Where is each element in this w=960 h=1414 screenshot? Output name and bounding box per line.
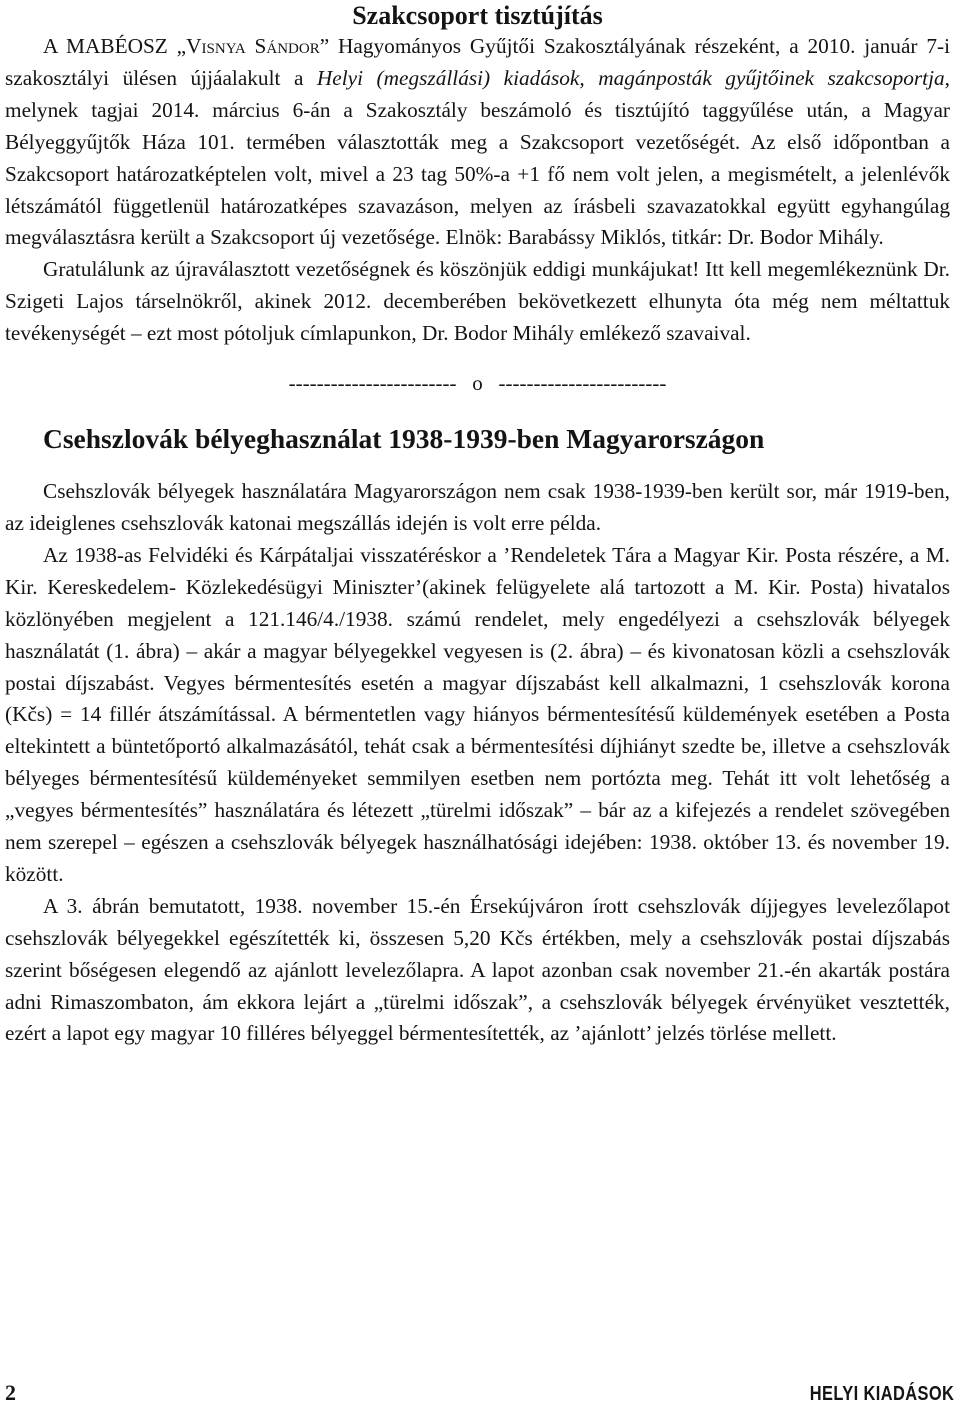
section-title-szakcsoport: Szakcsoport tisztújítás <box>352 1 603 30</box>
paragraph-tisztujitas <box>5 31 950 254</box>
article-title-csehszlovak: Csehszlovák bélyeghasználat 1938-1939-ben Magyarországon <box>43 423 765 455</box>
paragraph-text: , melynek tagjai 2014. március 6-án a Szakosztály beszámoló és tisztújító taggyűlése után, a Magyar Bélyeggyűjtők Háza 101. termében választották meg a Szakcsoport vezetőségét. Az első időpontban a Szakcsoport határozatképtelen volt, mivel a 23 tag 50%-a +1 fő nem volt jelen, a megismételt, a jelenlévők létszámától függetlenül határozatképes szavazáson, melyen az írásbeli szavazatokkal együtt egyhangúlag megválasztásra került a Szakcsoport új vezetősége. Elnök: Barabássy Miklós, titkár: Dr. Bodor Mihály. <box>5 65 950 250</box>
paragraph-intro: Csehszlovák bélyegek használatára Magyarországon nem csak 1938-1939-ben került sor, már 1919-ben, az ideiglenes csehszlovák katonai megszállás idején is volt erre példa. <box>5 479 950 535</box>
paragraph-text: A MABÉOSZ „ <box>43 34 187 58</box>
group-name-italic: Helyi (megszállási) kiadások, magánposták gyűjtőinek szakcsoportja <box>316 65 945 90</box>
paragraph-text: ” Hagyományos Gyűjtői Szakosztályának részeként, a 2010. január 7-i szakosztályi ülésen újjáalakult a <box>5 34 951 90</box>
person-name-visnya: Visnya Sándor <box>186 34 320 58</box>
paragraph-rendelet: Az 1938-as Felvidéki és Kárpátaljai visszatéréskor a ’Rendeletek Tára a Magyar Kir. Posta részére, a M. Kir. Kereskedelem- Közlekedésügyi Miniszter’(akinek felügyelete alá tartozott a M. Kir. Posta) hivatalos közlönyében megjelent a 121.146/4./1938. számú rendelet, mely engedélyezi a csehszlovák bélyegek használatát (1. ábra) – akár a magyar bélyegekkel vegyesen is (2. ábra) – és kivonatosan közli a csehszlovák postai díjszabást. Vegyes bérmentesítés esetén a magyar díjszabást kell alkalmazni, 1 csehszlovák korona (Kčs) = 14 fillér átszámítással. A bérmentetlen vagy hiányos bérmentesítésű küldemények esetében a Posta eltekintett a büntetőportó alkalmazásától, tehát csak a bérmentesítési díjhiányt szedte be, illetve a csehszlovák bélyeges bérmentesítésű küldeményeket semmilyen esetben nem portózta meg. Tehát itt volt lehetőség a „vegyes bérmentesítés” használatára és létezett „türelmi időszak” – bár az a kifejezés a rendelet szövegében nem szerepel – egészen a csehszlovák bélyegek használhatósági idejében: 1938. október 13. és november 19. között. <box>5 542 950 886</box>
page-number: 2 <box>5 1380 16 1405</box>
section-divider: ------------------------ o ------------------------ <box>288 371 667 396</box>
paragraph-gratulalunk: Gratulálunk az újraválasztott vezetőségnek és köszönjük eddigi munkájukat! Itt kell megemlékeznünk Dr. Szigeti Lajos társelnökről, akinek 2012. decemberében bekövetkezett elhunyta óta még nem méltattuk tevékenységét – ezt most pótoljuk címlapunkon, Dr. Bodor Mihály emlékező szavaival. <box>5 257 950 346</box>
publication-logo: HELYI KIADÁSOK <box>809 1383 954 1405</box>
paragraph-abra3: A 3. ábrán bemutatott, 1938. november 15.-én Érsekújváron írott csehszlovák díjjegyes levelezőlapot csehszlovák bélyegekkel egészítették ki, összesen 5,20 Kčs értékben, mely a csehszlovák postai díjszabás szerint bőségesen elegendő az ajánlott levelezőlapra. A lapot azonban csak november 21.-én akarták postára adni Rimaszombaton, ám ekkora lejárt a „türelmi időszak”, a csehszlovák bélyegek érvényüket vesztették, ezért a lapot egy magyar 10 filléres bélyeggel bérmentesítették, az ’ajánlott’ jelzés törlése mellett. <box>5 893 950 1046</box>
